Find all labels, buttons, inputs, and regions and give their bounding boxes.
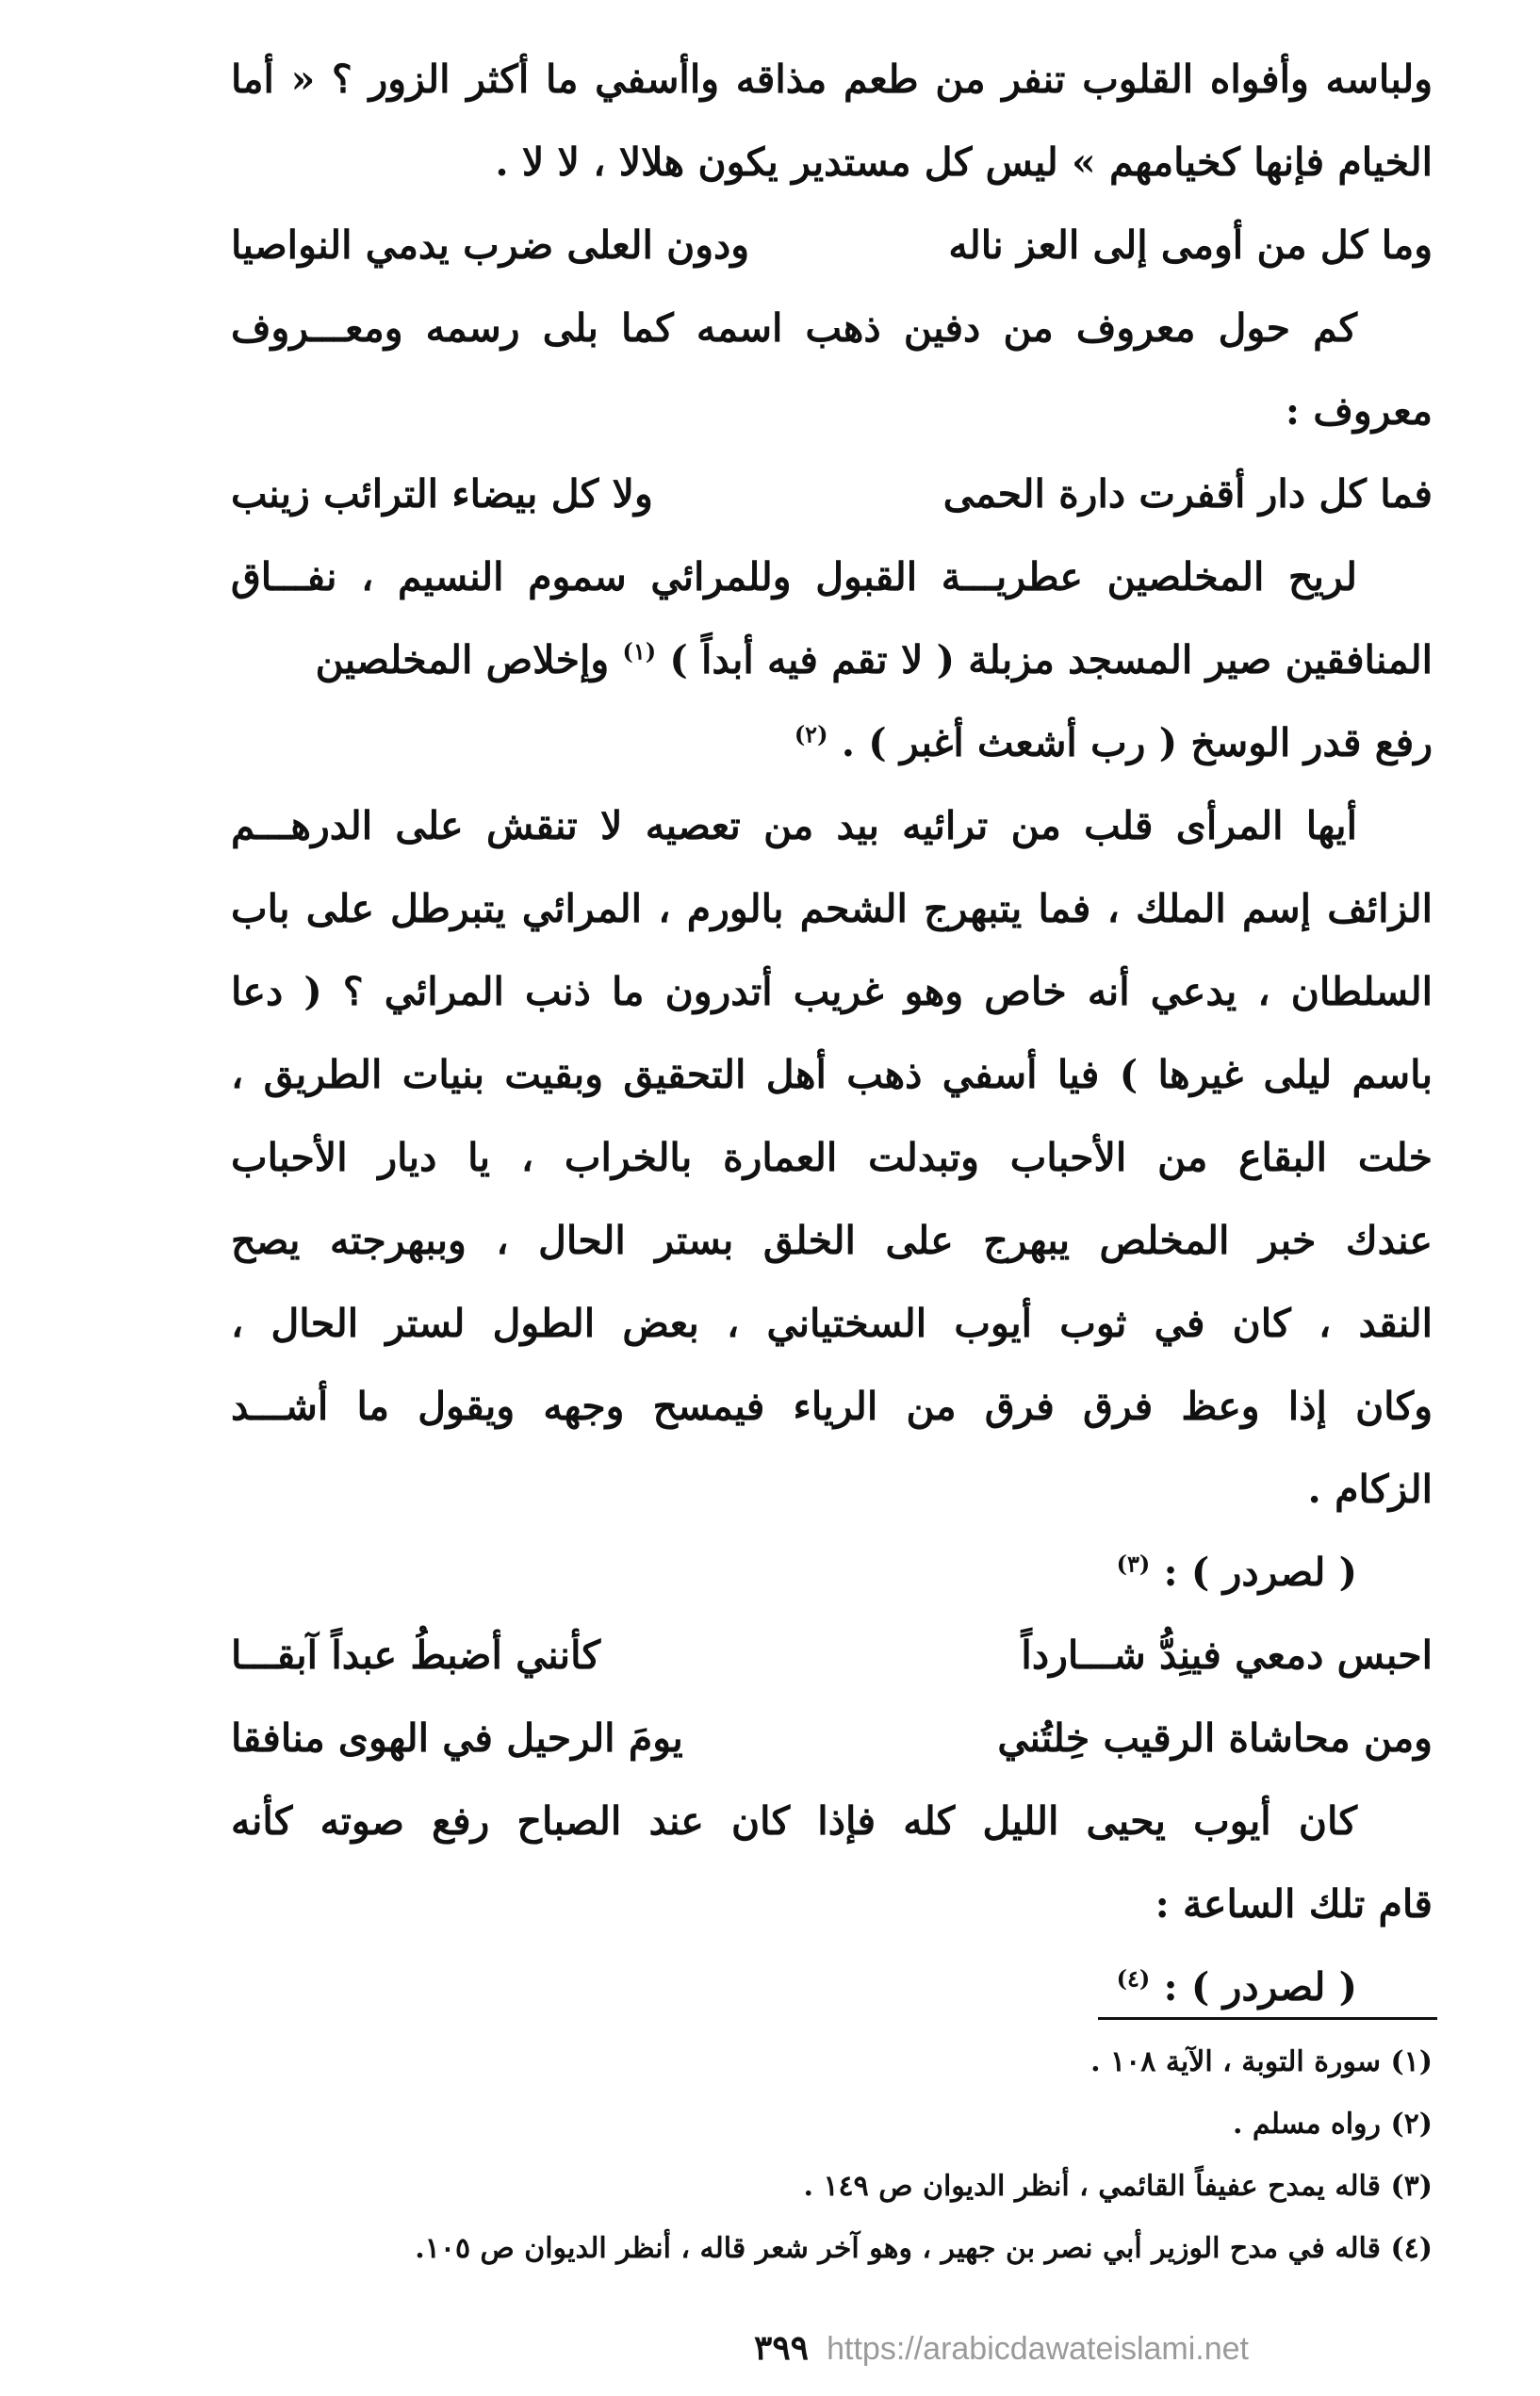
verse-second-hemistich: ودون العلى ضرب يدمي النواصيا: [231, 222, 750, 268]
body-line: أيها المرأى قلب من ترائيه بيد من تعصيه لا تنقش على الدرهـــم: [231, 803, 1357, 848]
verse-second-hemistich: يومَ الرحيل في الهوى منافقا: [231, 1715, 683, 1761]
body-text-segment: المنافقين صير المسجد مزبلة ( لا تقم فيه أبداً ): [669, 637, 1433, 682]
footnote: (٢) رواه مسلم .: [1232, 2108, 1433, 2141]
body-line: [231, 618, 1433, 701]
body-line: عندك خبر المخلص يبهرج على الخلق بستر الحال ، وببهرجته يصح: [231, 1218, 1433, 1263]
body-line: النقد ، كان في ثوب أيوب السختياني ، بعض الطول لستر الحال ،: [231, 1301, 1433, 1346]
verse-first-hemistich: فما كل دار أقفرت دارة الحمى: [942, 471, 1433, 517]
body-line: الزكام .: [1307, 1467, 1433, 1512]
verse-line: [231, 1697, 1433, 1780]
footnote-ref-2: (٢): [794, 720, 828, 748]
body-line: كم حول معروف من دفين ذهب اسمه كما بلى رسمه ومعـــروف: [231, 305, 1357, 351]
footnotes: [231, 2031, 1433, 2280]
verse-first-hemistich: احبس دمعي فينِدُّ شـــارداً: [1021, 1633, 1433, 1678]
footnote-ref-1: (١): [622, 637, 657, 665]
footnote: (١) سورة التوبة ، الآية ١٠٨ .: [1090, 2045, 1433, 2078]
body-line: ولباسه وأفواه القلوب تنفر من طعم مذاقه واأسفي ما أكثر الزور ؟ « أما: [231, 57, 1433, 102]
body-text: [231, 38, 1433, 2028]
verse-second-hemistich: كأنني أضبطُ عبداً آبقـــا: [231, 1633, 601, 1678]
body-text-segment: ( لصردر ) :: [1163, 1550, 1357, 1595]
body-line: خلت البقاع من الأحباب وتبدلت العمارة بالخراب ، يا ديار الأحباب: [231, 1135, 1433, 1180]
body-line: معروف :: [1285, 388, 1433, 434]
body-line: كان أيوب يحيى الليل كله فإذا كان عند الصباح رفع صوته كأنه: [231, 1798, 1357, 1844]
verse-second-hemistich: ولا كل بيضاء الترائب زينب: [231, 471, 653, 517]
body-line: قام تلك الساعة :: [1155, 1881, 1433, 1927]
watermark-url: https://arabicdawateislami.net: [827, 2331, 1250, 2367]
body-line: السلطان ، يدعي أنه خاص وهو غريب أتدرون ما ذنب المرائي ؟ ( دعا: [231, 969, 1433, 1014]
body-text-segment: وإخلاص المخلصين: [315, 637, 610, 682]
verse-line: [231, 452, 1433, 535]
body-line: الزائف إسم الملك ، فما يتبهرج الشحم بالورم ، المرائي يتبرطل على باب: [231, 886, 1433, 931]
verse-first-hemistich: ومن محاشاة الرقيب خِلتُني: [997, 1715, 1433, 1761]
body-line: باسم ليلى غيرها ) فيا أسفي ذهب أهل التحقيق وبقيت بنيات الطريق ،: [231, 1052, 1433, 1097]
footnote-ref-4: (٤): [1116, 1964, 1151, 1993]
body-line: [231, 1531, 1433, 1614]
body-line: الخيام فإنها كخيامهم » ليس كل مستدير يكون هلالا ، لا لا .: [495, 139, 1433, 185]
body-text-segment: ( لصردر ) :: [1163, 1964, 1357, 2010]
page-number: ٣٩٩: [754, 2328, 810, 2368]
footnote-ref-3: (٣): [1116, 1550, 1151, 1578]
body-text-segment: رفع قدر الوسخ ( رب أشعث أغبر ) .: [841, 720, 1433, 765]
verse-line: [231, 1614, 1433, 1697]
body-line: لريح المخلصين عطريـــة القبول وللمرائي سموم النسيم ، نفـــاق: [231, 554, 1357, 599]
footnote: (٣) قاله يمدح عفيفاً القائمي ، أنظر الديوان ص ١٤٩ .: [803, 2170, 1433, 2203]
page-footer: [754, 2328, 1414, 2381]
footnote: (٤) قاله في مدح الوزير أبي نصر بن جهير ، وهو آخر شعر قاله ، أنظر الديوان ص ١٠٥.: [415, 2232, 1433, 2265]
verse-line: [231, 204, 1433, 287]
footnote-divider: [1098, 2017, 1437, 2020]
body-line: وكان إذا وعظ فرق فرق من الرياء فيمسح وجهه ويقول ما أشـــد: [231, 1384, 1433, 1429]
body-line: [231, 701, 1433, 784]
body-line: [231, 1945, 1433, 2028]
verse-first-hemistich: وما كل من أومى إلى العز ناله: [948, 222, 1433, 268]
